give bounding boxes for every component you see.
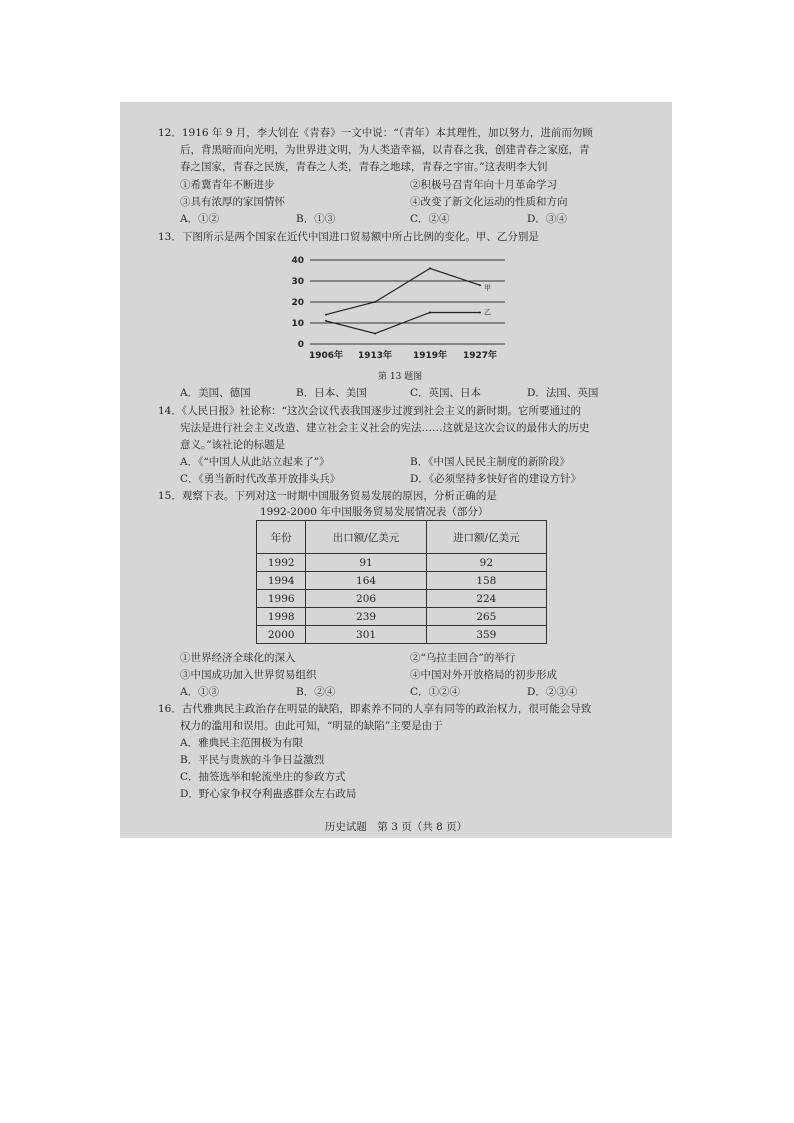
q15-table-title: 1992-2000 年中国服务贸易发展情况表（部分） [260,506,489,518]
series-line-jia [326,268,480,314]
x-tick-label: 1906年 [308,351,344,361]
q15-option-d: D．②③④ [527,686,578,698]
table-row [257,554,547,572]
q12-stem-line3: 春之国家，青春之民族，青春之人类，青春之地球，青春之宇宙。”这表明李大钊 [180,161,548,173]
cell-export: 301 [306,626,426,644]
q13-option-b: B．日本、美国 [296,387,367,399]
x-tick-label: 1913年 [357,351,393,361]
data-point [479,284,481,286]
q15-option-c: C．①②④ [410,686,461,698]
cell-import: 158 [426,572,546,590]
y-tick-label: 30 [291,277,304,287]
scanned-exam-page [120,102,672,838]
cell-year: 1994 [257,572,306,590]
q14-stem-line1: 14．《人民日报》社论称：“这次会议代表我国逐步过渡到社会主义的新时期。它所要通过的 [158,405,581,417]
q12-statement-4: ④改变了新文化运动的性质和方向 [410,196,568,208]
series-label: 甲 [484,284,491,293]
q14-stem-line2: 宪法是进行社会主义改造、建立社会主义社会的宪法……这就是这次会议的最伟大的历史 [180,422,590,434]
q14-option-c: C．《勇当新时代改革开放排头兵》 [180,473,341,485]
table-row [257,608,547,626]
q14-option-b: B．《中国人民民主制度的新阶段》 [410,456,570,468]
cell-import: 265 [426,608,546,626]
cell-import: 224 [426,590,546,608]
q15-option-a: A．①③ [180,686,220,698]
table-row [257,572,547,590]
q16-option-c: C．抽签选举和轮流坐庄的参政方式 [180,771,346,783]
service-trade-table [256,520,547,644]
cell-export: 164 [306,572,426,590]
q16-stem-line2: 权力的滥用和误用。由此可知，“明显的缺陷”主要是由于 [180,720,443,732]
data-point [374,333,376,335]
series-label: 乙 [484,308,491,317]
q16-option-a: A．雅典民主范围极为有限 [180,737,304,749]
q16-option-d: D．野心家争权夺利蛊惑群众左右政局 [180,788,357,800]
header-year: 年份 [257,521,306,554]
q12-option-b: B．①③ [296,213,336,225]
q13-option-d: D．法国、英国 [527,387,599,399]
cell-year: 2000 [257,626,306,644]
q12-option-c: C．②④ [410,213,450,225]
y-tick-label: 10 [291,319,304,329]
q12-option-d: D．③④ [527,213,567,225]
cell-year: 1998 [257,608,306,626]
y-tick-label: 20 [291,298,304,308]
q15-statement-1: ①世界经济全球化的深入 [180,652,296,664]
q12-statement-3: ③具有浓厚的家国情怀 [180,196,285,208]
q15-option-b: B．②④ [296,686,336,698]
header-export: 出口额/亿美元 [306,521,426,554]
x-tick-label: 1919年 [412,351,448,361]
data-point [479,312,481,314]
data-point [429,312,431,314]
q13-line-chart [280,252,520,367]
q12-stem-line2: 后，背黑暗而向光明，为世界进文明，为人类造幸福，以青春之我，创建青春之家庭，青 [180,144,590,156]
q13-stem: 13．下图所示是两个国家在近代中国进口贸易额中所占比例的变化。甲、乙分别是 [158,231,539,243]
y-tick-label: 40 [291,256,304,266]
q14-stem-line3: 意义。”该社论的标题是 [180,439,286,451]
data-point [325,320,327,322]
q13-option-c: C．英国、日本 [410,387,482,399]
q12-option-a: A．①② [180,213,220,225]
table-header-row [257,521,547,554]
q16-stem-line1: 16．古代雅典民主政治存在明显的缺陷，即素养不同的人享有同等的政治权力，很可能会导致 [158,703,592,715]
q13-figure-caption: 第 13 题图 [378,372,423,382]
q14-option-a: A．《“中国人从此站立起来了”》 [180,456,330,468]
table-row [257,590,547,608]
header-import: 进口额/亿美元 [426,521,546,554]
cell-year: 1996 [257,590,306,608]
table-row [257,626,547,644]
cell-export: 91 [306,554,426,572]
x-tick-label: 1927年 [462,351,498,361]
q15-statement-3: ③中国成功加入世界贸易组织 [180,669,317,681]
cell-import: 92 [426,554,546,572]
data-point [374,301,376,303]
cell-export: 239 [306,608,426,626]
cell-export: 206 [306,590,426,608]
data-point [325,314,327,316]
page-footer: 历史试题 第 3 页（共 8 页） [324,821,468,833]
q12-stem-line1: 12．1916 年 9 月，李大钊在《青春》一文中说：“（青年）本其理性，加以努力，进前而勿顾 [158,127,593,139]
y-tick-label: 0 [297,340,304,350]
q13-option-a: A．美国、德国 [180,387,251,399]
q12-statement-1: ①希冀青年不断进步 [180,179,275,191]
cell-import: 359 [426,626,546,644]
q16-option-b: B．平民与贵族的斗争日益激烈 [180,754,325,766]
q15-stem: 15．观察下表。下列对这一时期中国服务贸易发展的原因，分析正确的是 [158,490,497,502]
q15-statement-2: ②“乌拉圭回合”的举行 [410,652,516,664]
cell-year: 1992 [257,554,306,572]
data-point [429,267,431,269]
q12-statement-2: ②积极号召青年向十月革命学习 [410,179,557,191]
q15-statement-4: ④中国对外开放格局的初步形成 [410,669,557,681]
q14-option-d: D．《必须坚持多快好省的建设方针》 [410,473,582,485]
